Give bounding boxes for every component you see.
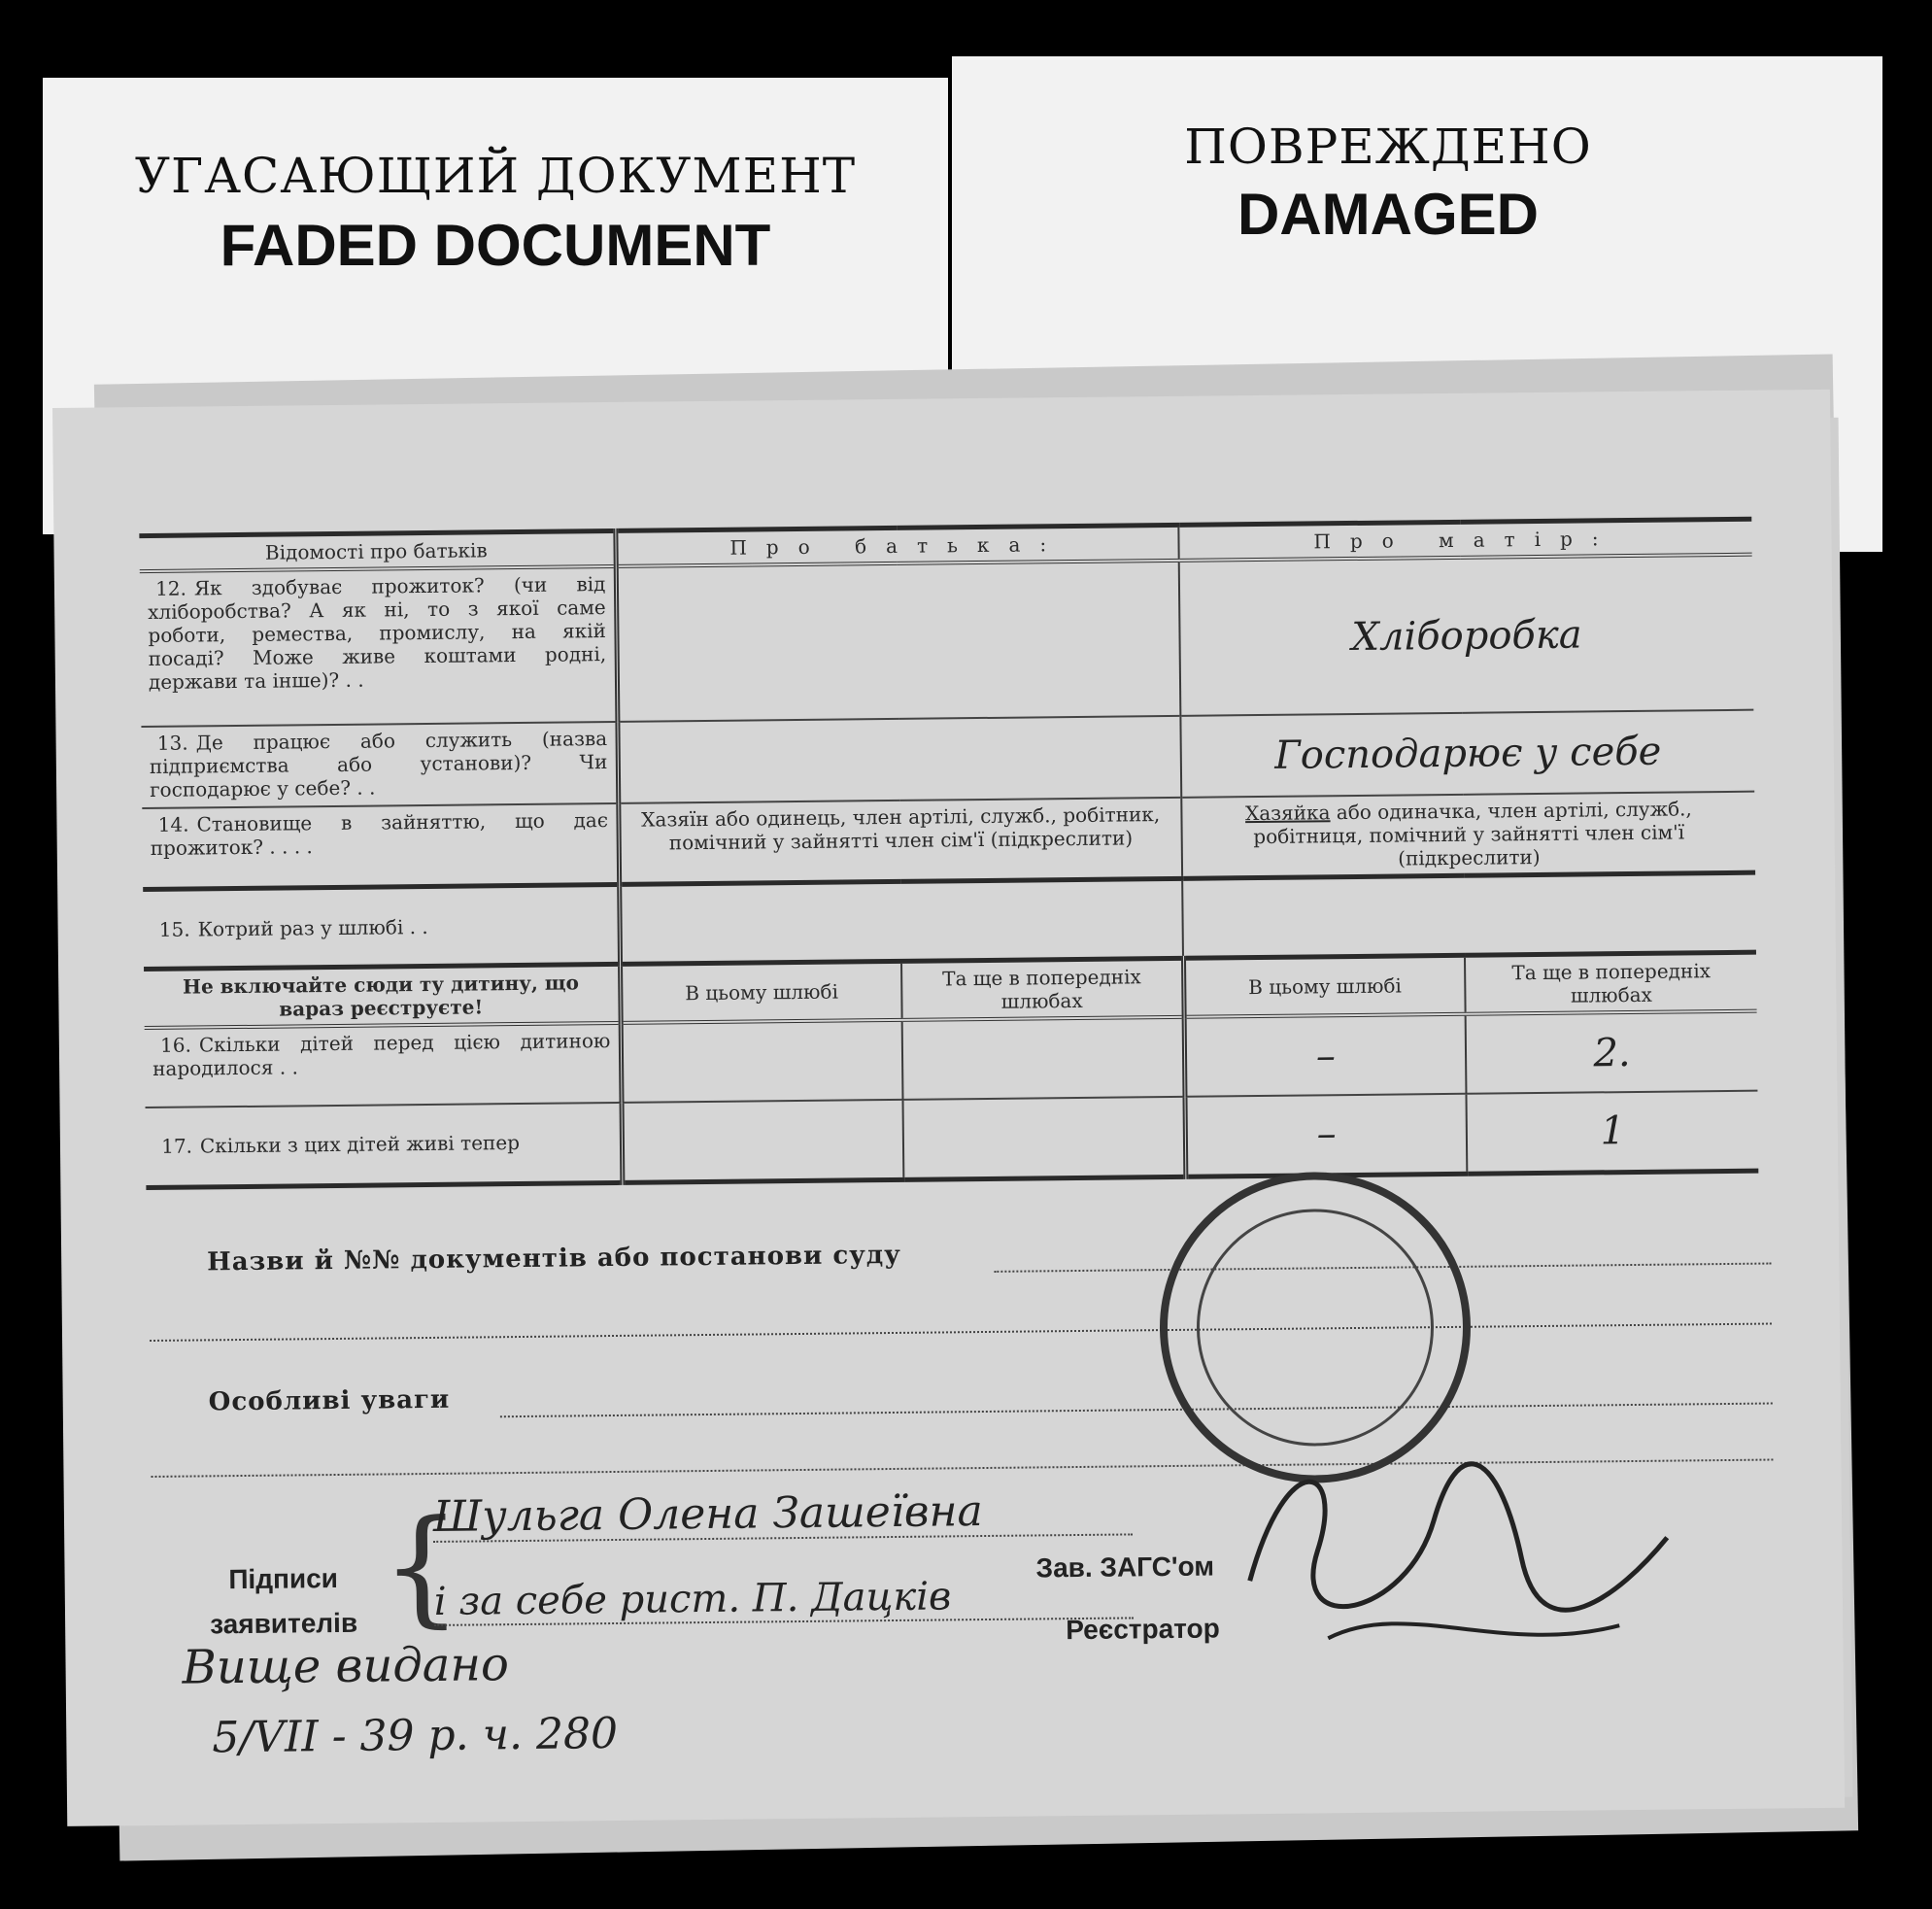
faded-document-ru: УГАСАЮЩИЙ ДОКУМЕНТ xyxy=(134,148,857,204)
children-note: Не включайте сюди ту дитину, що вараз реєструєте! xyxy=(144,964,621,1028)
registrar-head-label: Зав. ЗАГС'ом xyxy=(1035,1551,1215,1584)
header-parents-info: Відомості про батьків xyxy=(139,530,615,571)
answer-16-father-prev xyxy=(902,1017,1185,1100)
margin-note-1: Вище видано xyxy=(182,1637,510,1695)
table-row xyxy=(146,1091,1759,1187)
father-prev-marriages-header: Та ще в попередніх шлюбах xyxy=(901,958,1184,1020)
signatures-brace: { xyxy=(380,1491,463,1641)
answer-14-mother: Хазяйка або одиначка, член артілі, служб., робітниця, помічний у зайнятті член сім'ї (підкреслити) xyxy=(1181,792,1755,879)
question-12: 12. Як здобуває прожиток? (чи від хліборобства? А як ні, то з якої саме роботи, ремества, промислу, на якій посаді? Може живе коштами родні, держави та інше)? . . xyxy=(140,566,618,727)
documents-dotline-2 xyxy=(150,1323,1772,1342)
answer-12-mother: Хліборобка xyxy=(1179,555,1754,716)
answer-16-mother-this: – xyxy=(1184,1014,1467,1097)
answer-13-mother: Господарює у себе xyxy=(1180,710,1754,798)
damaged-en: DAMAGED xyxy=(1237,182,1539,247)
answer-14-father: Хазяїн або одинець, член артілі, служб., робітник, помічний у зайнятті член сім'ї (підкреслити) xyxy=(618,798,1182,885)
parents-info-table xyxy=(139,517,1758,1190)
question-13: 13. Де працює або служить (назва підприємства або установи)? Чи господарює у себе? . . xyxy=(141,722,618,808)
answer-13-father xyxy=(617,716,1181,803)
notes-label: Особливі уваги xyxy=(208,1384,451,1417)
margin-note-2: 5/VII - 39 р. ч. 280 xyxy=(212,1708,619,1763)
question-16: 16. Скільки дітей перед цією дитиною народилося . . xyxy=(145,1023,622,1108)
answer-15-mother xyxy=(1182,872,1756,958)
header-father: Про батька: xyxy=(615,525,1178,566)
faded-document-en: FADED DOCUMENT xyxy=(220,213,771,278)
registration-form-sheet xyxy=(52,390,1845,1826)
registrar-label: Реєстратор xyxy=(1066,1613,1220,1646)
mother-prev-marriages-header: Та ще в попередніх шлюбах xyxy=(1465,952,1757,1014)
header-mother: Про матір: xyxy=(1178,519,1751,561)
applicant-signature-1: Шульга Олена Зашеївна xyxy=(432,1486,983,1542)
answer-17-father-prev xyxy=(903,1097,1186,1179)
question-17: 17. Скільки з цих дітей живі тепер xyxy=(146,1103,623,1187)
table-row xyxy=(140,555,1754,727)
question-15: 15. Котрий раз у шлюбі . . xyxy=(143,884,620,969)
answer-17-father-this xyxy=(622,1100,904,1182)
answer-16-mother-prev: 2. xyxy=(1466,1011,1758,1094)
answer-12-father xyxy=(616,561,1181,722)
signatures-label: Підписи заявителів xyxy=(209,1562,358,1640)
answer-15-father xyxy=(619,878,1183,964)
applicant-signature-2: і за себе рист. П. Дацків xyxy=(433,1574,952,1624)
damaged-ru: ПОВРЕЖДЕНО xyxy=(1184,119,1592,175)
answer-16-father-this xyxy=(621,1020,903,1103)
registrar-signature xyxy=(1209,1401,1698,1697)
answer-17-mother-prev: 1 xyxy=(1466,1091,1758,1174)
mother-this-marriage-header: В цьому шлюбі xyxy=(1183,955,1466,1017)
documents-label: Назви й №№ документів або постанови суду xyxy=(207,1240,901,1278)
answer-17-mother-this: – xyxy=(1184,1094,1467,1176)
father-this-marriage-header: В цьому шлюбі xyxy=(620,961,902,1023)
question-14: 14. Становище в зайняттю, що дає прожиток? . . . . xyxy=(142,803,619,890)
